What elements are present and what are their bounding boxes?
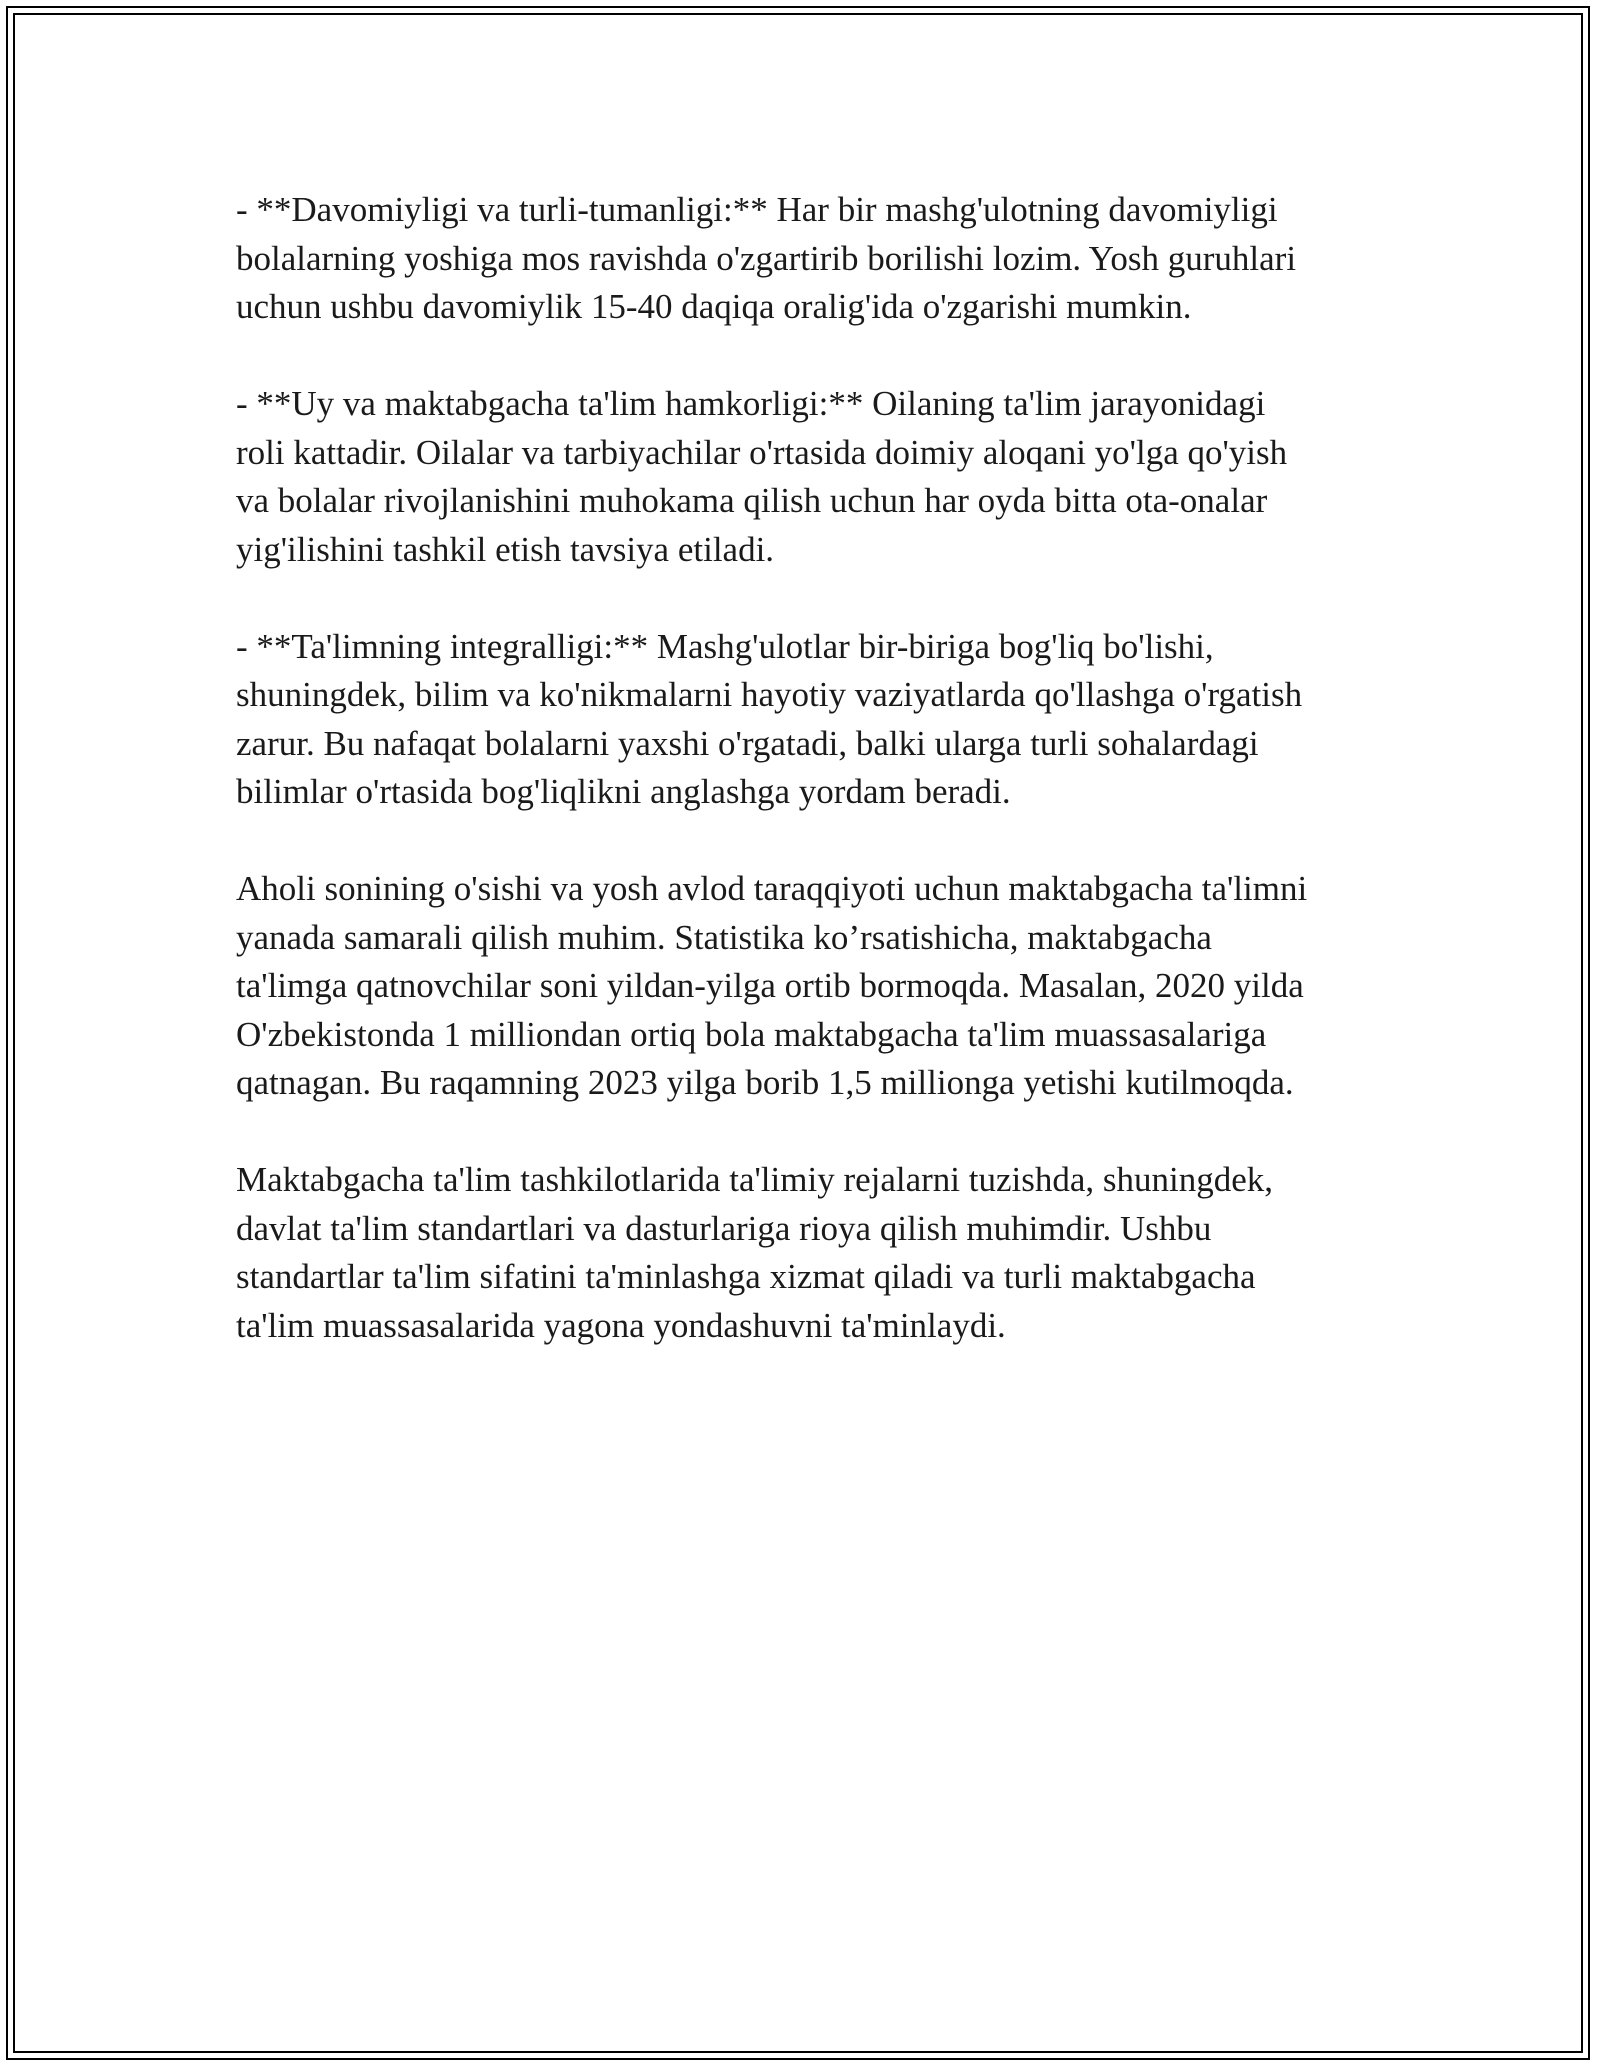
paragraph-statistics: Aholi sonining o'sishi va yosh avlod taraqqiyoti uchun maktabgacha ta'limni yanada samarali qilish muhim. Statistika ko’rsatishicha, maktabgacha ta'limga qatnovchilar soni yildan-yilga ortib bormoqda. Masalan, 2020 yilda O'zbekistonda 1 milliondan ortiq bola maktabgacha ta'lim muassasalariga qatnagan. Bu raqamning 2023 yilga borib 1,5 millionga yetishi kutilmoqda.: [236, 869, 1308, 1102]
paragraph-standards: Maktabgacha ta'lim tashkilotlarida ta'limiy rejalarni tuzishda, shuningdek, davlat ta'lim standartlari va dasturlariga rioya qilish muhimdir. Ushbu standartlar ta'lim sifatini ta'minlashga xizmat qiladi va turli maktabgacha ta'lim muassasalarida yagona yondashuvni ta'minlaydi.: [236, 1160, 1274, 1345]
paragraph-education-integration: - **Ta'limning integralligi:** Mashg'ulotlar bir-biriga bog'liq bo'lishi, shuningdek, bilim va ko'nikmalarni hayotiy vaziyatlarda qo'llashga o'rgatish zarur. Bu nafaqat bolalarni yaxshi o'rgatadi, balki ularga turli sohalardagi bilimlar o'rtasida bog'liqlikni anglashga yordam beradi.: [236, 626, 1303, 811]
paragraph-duration-variety: - **Davomiyligi va turli-tumanligi:** Har bir mashg'ulotning davomiyligi bolalarning yoshiga mos ravishda o'zgartirib borilishi lozim. Yosh guruhlari uchun ushbu davomiylik 15-40 daqiqa oralig'ida o'zgarishi mumkin.: [236, 190, 1297, 326]
document-body: [236, 186, 1376, 1399]
paragraph-home-preschool-cooperation: - **Uy va maktabgacha ta'lim hamkorligi:** Oilaning ta'lim jarayonidagi roli kattadir. Oilalar va tarbiyachilar o'rtasida doimiy aloqani yo'lga qo'yish va bolalar rivojlanishini muhokama qilish uchun har oyda bitta ota-onalar yig'ilishini tashkil etish tavsiya etiladi.: [236, 384, 1288, 569]
